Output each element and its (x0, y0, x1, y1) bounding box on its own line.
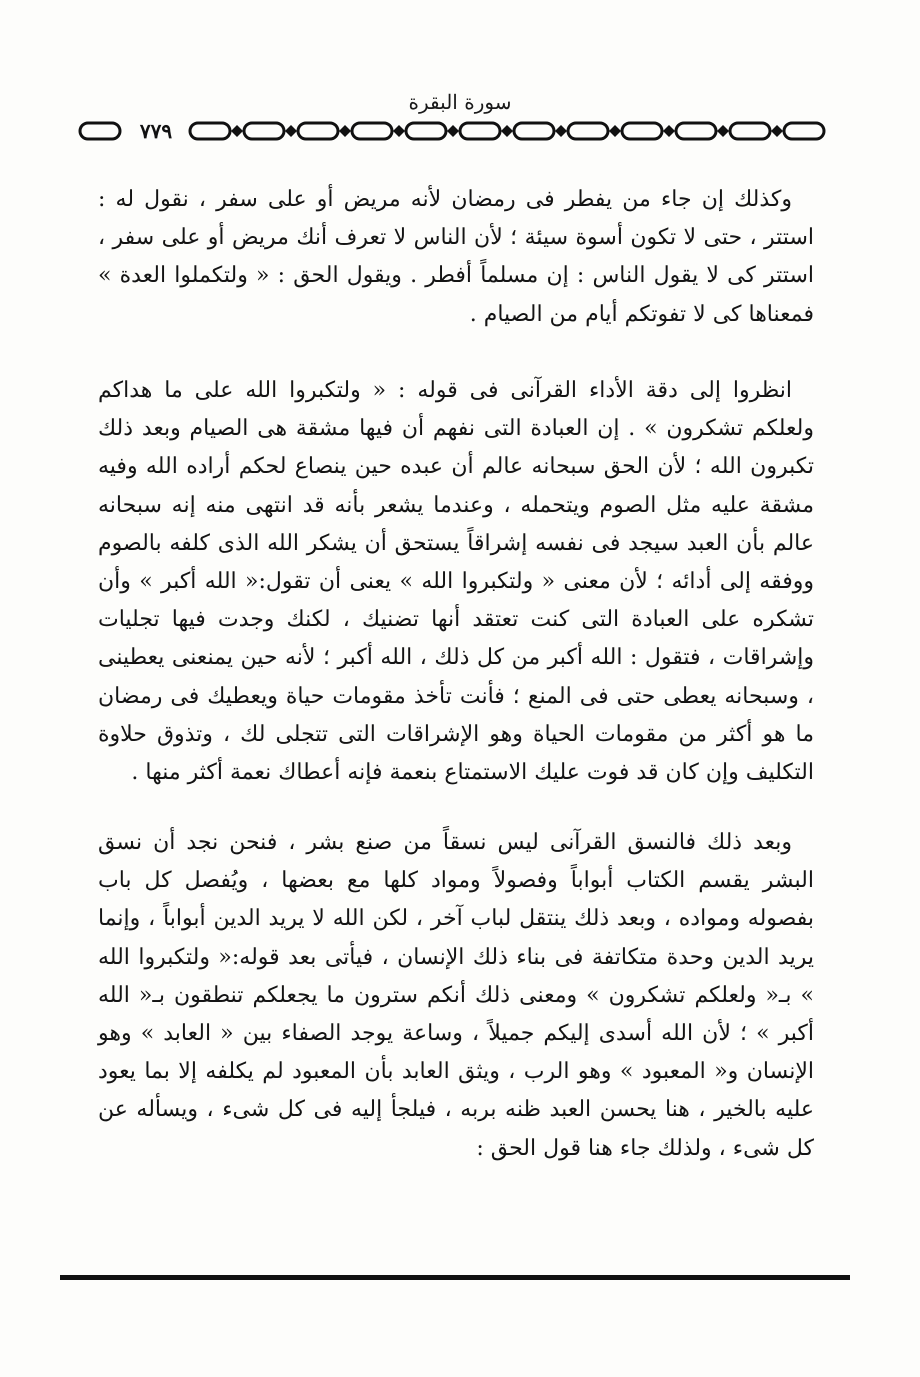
border-link-oval (676, 123, 716, 139)
border-link-oval (352, 123, 392, 139)
paragraph-text: وكذلك إن جاء من يفطر فى رمضان لأنه مريض أو على سفر ، نقول له : استتر ، حتى لا تكون أسوة سيئة ؛ لأن الناس لا تعرف أنك مريض أو على سفر ، استتر كى لا يقول الناس : إن مسلماً أفطر . ويقول الحق : « ولتكملوا العدة » فمعناها كى لا تفوتكم أيام من الصيام . (98, 187, 814, 327)
paragraph-2 (98, 372, 814, 792)
border-diamond (447, 125, 459, 137)
paragraph-1 (98, 181, 814, 334)
surah-title: سورة البقرة (408, 90, 512, 114)
decorative-border-band (78, 118, 846, 144)
footer-rule (60, 1275, 850, 1280)
border-link-oval (460, 123, 500, 139)
border-diamond (231, 125, 243, 137)
border-diamond (555, 125, 567, 137)
border-diamond (609, 125, 621, 137)
border-diamond (339, 125, 351, 137)
border-diamond (717, 125, 729, 137)
border-link-oval (190, 123, 230, 139)
border-link-oval (514, 123, 554, 139)
border-diamond (393, 125, 405, 137)
paragraph-text: وبعد ذلك فالنسق القرآنى ليس نسقاً من صنع بشر ، فنحن نجد أن نسق البشر يقسم الكتاب أبواباً وفصولاً ومواد كلها مع بعضها ، ويُفصل كل باب بفصوله ومواده ، وبعد ذلك ينتقل لباب آخر ، لكن الله لا يريد الدين أبواباً ، وإنما يريد الدين وحدة متكاتفة فى بناء ذلك الإنسان ، فيأتى بعد قوله:« ولتكبروا الله » بـ« ولعلكم تشكرون » ومعنى ذلك أنكم سترون ما يجعلكم تنطقون بـ« الله أكبر » ؛ لأن الله أسدى إليكم جميلاً ، وساعة يوجد الصفاء بين « العابد » وهو الإنسان و« المعبود » وهو الرب ، ويثق العابد بأن المعبود لم يكلفه إلا بما يعود عليه بالخير ، هنا يحسن العبد ظنه بربه ، فيلجأ إليه فى كل شىء ، ويسأله عن كل شىء ، ولذلك جاء هنا قول الحق : (98, 830, 814, 1161)
paragraph-text: انظروا إلى دقة الأداء القرآنى فى قوله : « ولتكبروا الله على ما هداكم ولعلكم تشكرون » . إن العبادة التى نفهم أن فيها مشقة هى الصيام وبعد ذلك تكبرون الله ؛ لأن الحق سبحانه عالم أن عبده حين ينصاع لحكم أراده الله وفيه مشقة عليه مثل الصوم ويتحمله ، وعندما يشعر بأنه قد انتهى منه إنه سبحانه عالم بأن العبد سيجد فى نفسه إشراقاً يستحق أن يشكر الله الذى كلفه بالصوم ووفقه إلى أدائه ؛ لأن معنى « ولتكبروا الله » يعنى أن تقول:« الله أكبر » وأن تشكره على العبادة التى كنت تعتقد أنها تضنيك ، لكنك وجدت فيها تجليات وإشراقات ، فتقول : الله أكبر من كل ذلك ، الله أكبر ؛ لأنه حين يمنعنى يعطينى ، وسبحانه يعطى حتى فى المنع ؛ فأنت تأخذ مقومات حياة ويعطيك فى رمضان ما هو أكثر من مقومات الحياة وهو الإشراقات التى تتجلى لك ، وتذوق حلاوة التكليف وإن كان قد فوت عليك الاستمتاع بنعمة فإنه أعطاك نعمة أكثر منها . (98, 378, 814, 786)
border-link-oval (406, 123, 446, 139)
border-link-oval (298, 123, 338, 139)
border-diamond (663, 125, 675, 137)
border-link-oval (622, 123, 662, 139)
border-link-oval (568, 123, 608, 139)
border-link-oval (730, 123, 770, 139)
border-diamond (501, 125, 513, 137)
paragraph-3 (98, 824, 814, 1168)
border-diamond (771, 125, 783, 137)
border-link-oval (244, 123, 284, 139)
border-diamond (285, 125, 297, 137)
page-number: ٧٧٩ (130, 119, 182, 143)
border-link-oval (784, 123, 824, 139)
border-link-oval (80, 123, 120, 139)
